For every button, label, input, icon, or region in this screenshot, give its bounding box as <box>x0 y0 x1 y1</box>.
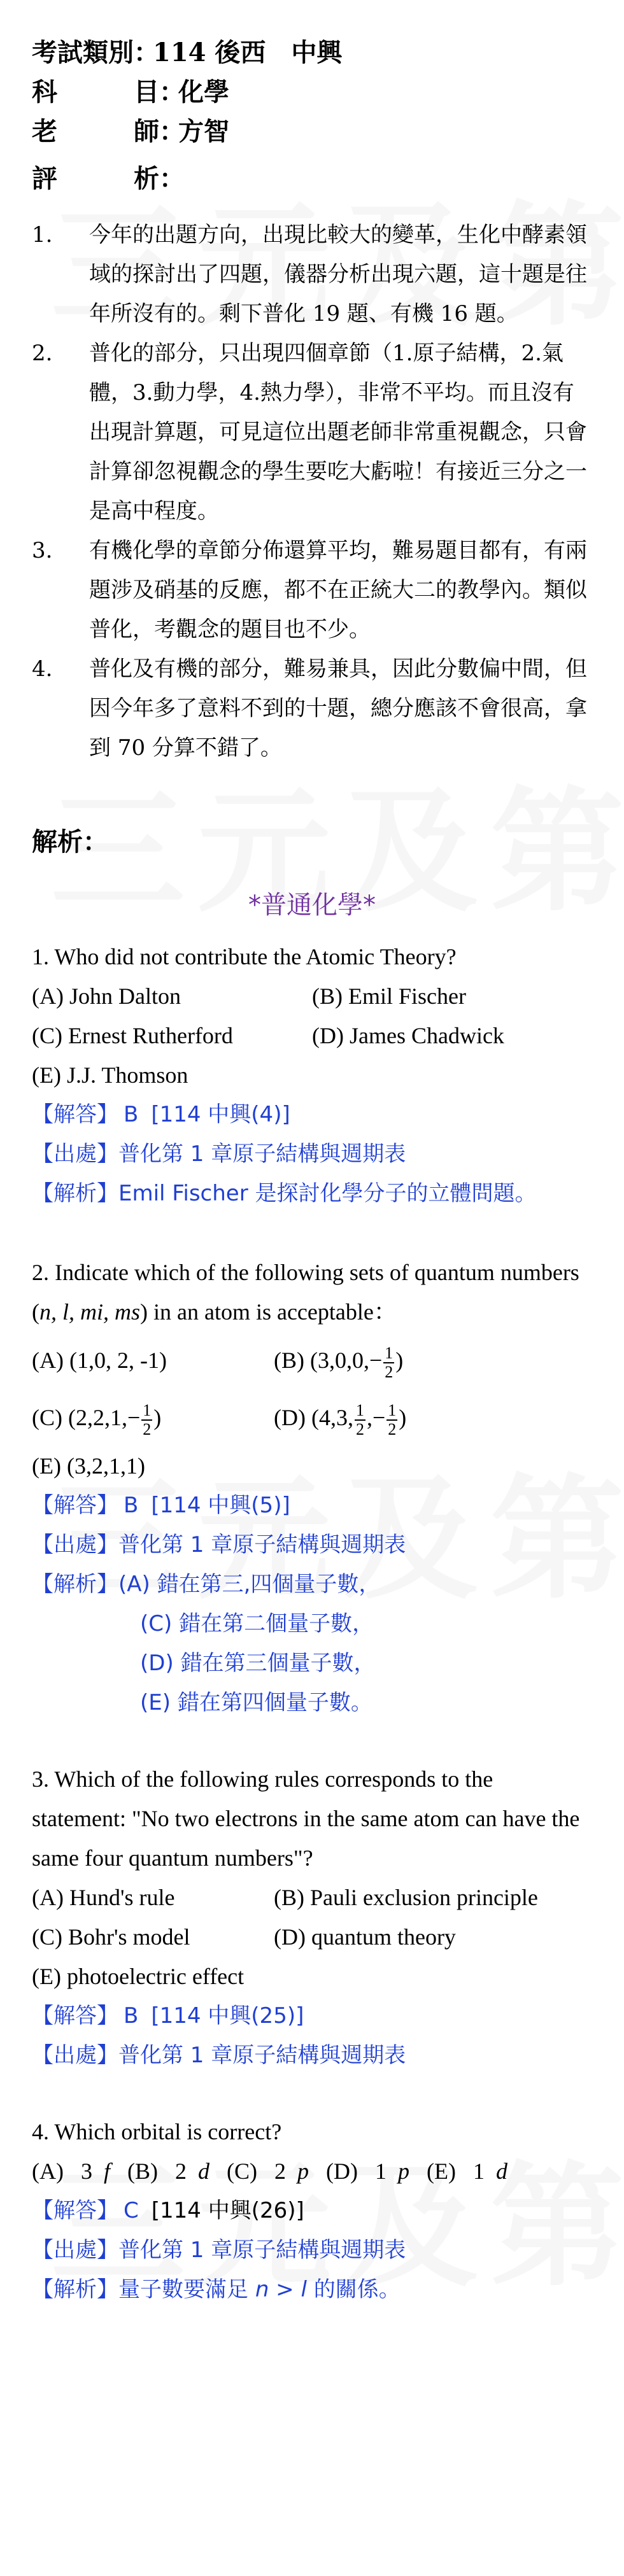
option-letter: (E) <box>426 2158 456 2184</box>
explain-value: 量子數要滿足 <box>118 2277 255 2302</box>
meta-label <box>32 159 159 199</box>
meta-teacher <box>32 112 592 151</box>
list-item <box>32 531 592 649</box>
meta-value: 方智 <box>178 116 229 146</box>
meta-subject <box>32 73 592 112</box>
option-d <box>326 2158 409 2184</box>
question-1 <box>32 937 592 1213</box>
fraction-numerator: 1 <box>388 1400 397 1419</box>
meta-colon: ： <box>134 38 159 67</box>
option-c <box>227 2158 309 2184</box>
answer-line <box>32 1996 592 2036</box>
option-text: ) <box>153 1405 162 1430</box>
option-e <box>427 2158 507 2184</box>
option-c <box>32 1389 274 1446</box>
answer-value: B <box>124 1102 139 1127</box>
source-label: 【出處】 <box>32 2043 118 2068</box>
option-text: ) <box>399 1405 407 1430</box>
meta-label-char: 析 <box>134 164 159 194</box>
option-sym: p <box>397 2158 409 2184</box>
option-d: (D) James Chadwick <box>312 1023 504 1048</box>
explain-math: n > l <box>255 2277 307 2302</box>
explain-line <box>32 1174 592 1213</box>
option-sym: p <box>297 2158 309 2184</box>
option-sym: d <box>198 2158 209 2184</box>
source-line <box>32 1525 592 1565</box>
fraction-denominator: 2 <box>355 1419 364 1439</box>
fraction-numerator: 1 <box>355 1400 364 1419</box>
meta-exam-category <box>32 33 592 73</box>
meta-label-char: 評 <box>32 164 57 194</box>
subject-heading: *普通化學* <box>248 890 376 920</box>
meta-label-char: 目 <box>134 77 159 107</box>
list-number: 1. <box>32 222 53 248</box>
source-line <box>32 1134 592 1174</box>
question-3 <box>32 1759 592 2075</box>
source-line <box>32 2036 592 2075</box>
option-text: (C) (2,2,1,− <box>32 1405 141 1430</box>
option-b: (B) Pauli exclusion principle <box>274 1885 538 1910</box>
fraction-numerator: 1 <box>385 1343 394 1362</box>
meta-value: 化學 <box>178 77 229 107</box>
explain-label: 【解析】 <box>32 1572 118 1597</box>
meta-label: 考試類別 <box>32 38 134 67</box>
exam-tag: [114 中興(4)] <box>151 1102 290 1127</box>
list-number: 4. <box>32 656 53 682</box>
meta-label <box>32 112 159 151</box>
explain-value: Emil Fischer 是探討化學分子的立體問題。 <box>118 1181 537 1206</box>
list-number: 2. <box>32 341 53 366</box>
explain-line: (E) 錯在第四個量子數。 <box>140 1690 372 1715</box>
list-text: 普化的部分，只出現四個章節（1.原子結構，2.氣體，3.動力學，4.熱力學），非常不平均。而且沒有出現計算題，可見這位出題老師非常重視觀念，只會計算卻忽視觀念的學生要吃大虧啦！有接近三分之一是高中程度。 <box>89 341 587 524</box>
explain-line <box>32 1565 592 1604</box>
list-number: 3. <box>32 538 53 563</box>
meta-label <box>32 73 159 112</box>
option-e: (E) (3,2,1,1) <box>32 1453 145 1479</box>
list-text: 普化及有機的部分，難易兼具，因此分數偏中間，但因今年多了意料不到的十題，總分應該不會很高，拿到 70 分算不錯了。 <box>89 656 587 761</box>
option-letter: (C) <box>227 2158 257 2184</box>
source-value: 普化第 1 章原子結構與週期表 <box>118 1141 406 1167</box>
explain-label: 【解析】 <box>32 1181 118 1206</box>
option-text: ,− <box>366 1405 386 1430</box>
option-e: (E) J.J. Thomson <box>32 1062 188 1088</box>
option-d: (D) quantum theory <box>274 1924 456 1950</box>
option-sym: d <box>495 2158 507 2184</box>
explain-line: (D) 錯在第三個量子數， <box>140 1650 376 1676</box>
option-b: (B) Emil Fischer <box>312 983 466 1009</box>
meta-colon: ： <box>159 164 185 194</box>
option-num: 1 <box>472 2158 485 2184</box>
question-options <box>32 1332 592 1446</box>
list-text: 有機化學的章節分佈還算平均，難易題目都有，有兩題涉及硝基的反應，都不在正統大二的教學內。類似普化，考觀念的題目也不少。 <box>89 538 587 642</box>
question-stem: 1. Who did not contribute the Atomic Theory? <box>32 944 457 969</box>
option-letter: (A) <box>32 2158 64 2184</box>
review-heading <box>32 159 592 199</box>
explain-value: 的關係。 <box>306 2277 401 2302</box>
fraction <box>383 1344 394 1381</box>
question-stem <box>32 1253 592 1332</box>
question-stem: 3. Which of the following rules corresponds to the statement: "No two electrons in the same atom can have the same four quantum numbers"? <box>32 1766 580 1871</box>
question-options <box>32 1878 592 1996</box>
answer-line <box>32 1486 592 1525</box>
answer-label: 【解答】 <box>32 2198 118 2223</box>
exam-tag: [114 中興(5)] <box>151 1493 290 1518</box>
option-letter: (D) <box>326 2158 358 2184</box>
answer-line <box>32 2191 592 2230</box>
option-text: (B) (3,0,0,− <box>274 1348 383 1373</box>
exam-tag: [114 中興(26)] <box>151 2198 304 2223</box>
answer-label: 【解答】 <box>32 1493 118 1518</box>
source-value: 普化第 1 章原子結構與週期表 <box>118 1532 406 1558</box>
option-num: 2 <box>175 2158 187 2184</box>
meta-colon: ： <box>159 77 185 107</box>
fraction <box>355 1402 365 1439</box>
option-sym: f <box>103 2158 110 2184</box>
stem-variables: n, l, mi, ms <box>39 1299 141 1325</box>
source-label: 【出處】 <box>32 1141 118 1167</box>
option-e: (E) photoelectric effect <box>32 1964 245 1989</box>
list-text: 今年的出題方向，出現比較大的變革，生化中酵素領域的探討出了四題，儀器分析出現六題，這十題是往年所沒有的。剩下普化 19 題、有機 16 題。 <box>89 222 587 327</box>
source-line <box>32 2230 592 2270</box>
option-c: (C) Bohr's model <box>32 1924 190 1950</box>
option-b <box>274 1332 592 1389</box>
answer-line <box>32 1095 592 1134</box>
question-4 <box>32 2112 592 2309</box>
exam-tag: [114 中興(25)] <box>151 2003 304 2029</box>
explain-line <box>32 2270 592 2309</box>
fraction-denominator: 2 <box>143 1419 152 1439</box>
fraction-denominator: 2 <box>385 1362 394 1381</box>
option-a <box>32 2158 110 2184</box>
stem-text: ) in an atom is acceptable： <box>140 1299 397 1325</box>
answer-label: 【解答】 <box>32 1102 118 1127</box>
stem-text: 2. Indicate which of the following sets of quantum numbers ( <box>32 1260 579 1325</box>
question-stem: 4. Which orbital is correct? <box>32 2119 282 2144</box>
option-a: (A) John Dalton <box>32 983 181 1009</box>
explain-line: (C) 錯在第二個量子數， <box>140 1611 374 1636</box>
review-list <box>32 215 592 768</box>
fraction-denominator: 2 <box>388 1419 397 1439</box>
source-value: 普化第 1 章原子結構與週期表 <box>118 2237 406 2263</box>
explain-value: (A) 錯在第三,四個量子數， <box>118 1572 381 1597</box>
option-num: 2 <box>274 2158 286 2184</box>
list-item <box>32 334 592 531</box>
meta-label-char: 老 <box>32 116 57 146</box>
option-num: 3 <box>80 2158 92 2184</box>
option-d <box>274 1389 592 1446</box>
answer-value: B <box>124 1493 139 1518</box>
option-a: (A) (1,0, 2, -1) <box>32 1348 167 1373</box>
option-c: (C) Ernest Rutherford <box>32 1023 233 1048</box>
question-options <box>32 2151 592 2191</box>
option-num: 1 <box>374 2158 386 2184</box>
fraction <box>386 1402 397 1439</box>
meta-label-char: 科 <box>32 77 57 107</box>
answer-value: C <box>124 2198 139 2223</box>
list-item <box>32 649 592 768</box>
source-value: 普化第 1 章原子結構與週期表 <box>118 2043 406 2068</box>
option-text: (D) (4,3, <box>274 1405 353 1430</box>
meta-colon: ： <box>159 116 185 146</box>
answer-label: 【解答】 <box>32 2003 118 2029</box>
meta-value: 114 後西 中興 <box>153 38 343 67</box>
option-text: ) <box>395 1348 404 1373</box>
list-item <box>32 215 592 334</box>
question-options <box>32 976 592 1095</box>
option-b <box>127 2158 209 2184</box>
fraction-numerator: 1 <box>143 1400 152 1419</box>
fraction <box>141 1402 152 1439</box>
source-label: 【出處】 <box>32 2237 118 2263</box>
answer-value: B <box>124 2003 139 2029</box>
analysis-heading: 解析： <box>32 827 108 857</box>
meta-label-char: 師 <box>134 116 159 146</box>
explain-label: 【解析】 <box>32 2277 118 2302</box>
source-label: 【出處】 <box>32 1532 118 1558</box>
question-2 <box>32 1253 592 1722</box>
option-letter: (B) <box>127 2158 158 2184</box>
option-a: (A) Hund's rule <box>32 1885 175 1910</box>
